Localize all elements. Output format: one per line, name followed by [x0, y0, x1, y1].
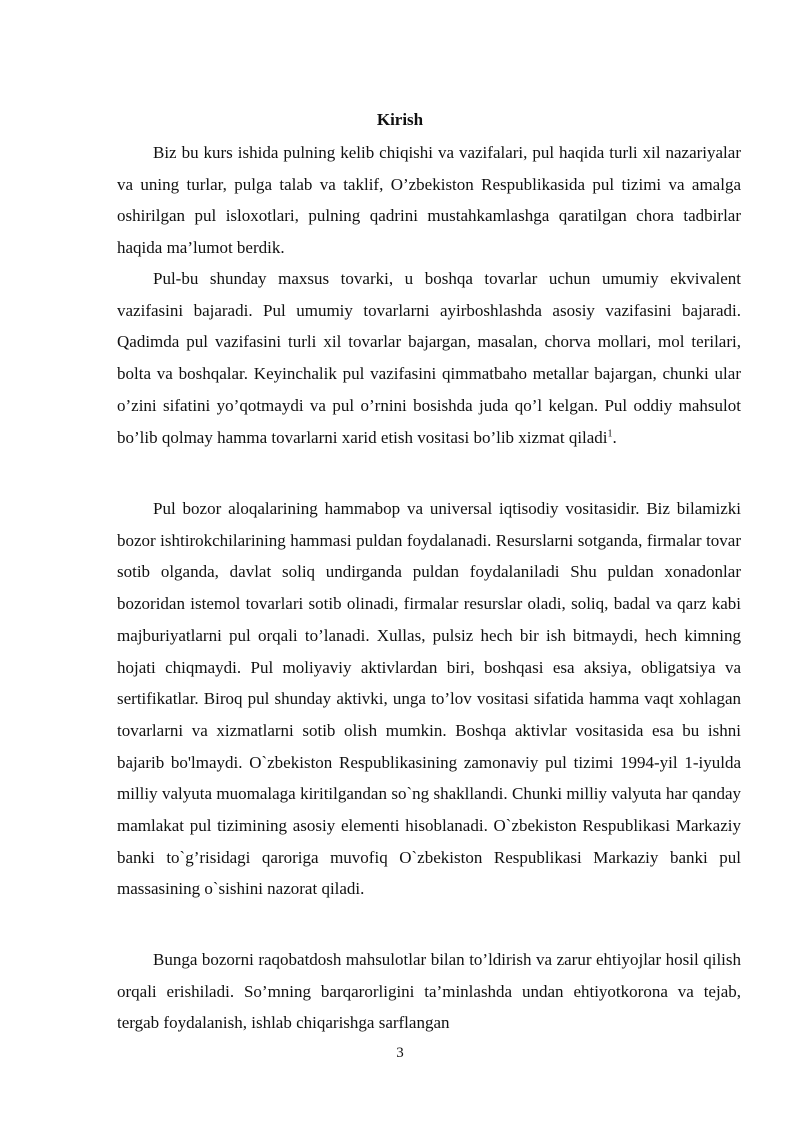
paragraph-text: Bunga bozorni raqobatdosh mahsulotlar bilan to’ldirish va zarur ehtiyojlar hosil qilish orqali erishiladi. So’mning barqarorligini ta’minlashda undan ehtiyotkorona va tejab, tergab foydalanish, ishlab chiqarishga sarflangan	[117, 950, 741, 1033]
footnote-reference[interactable]: 1	[607, 427, 613, 439]
paragraph-stability	[117, 944, 741, 1039]
paragraph-intro	[117, 137, 741, 264]
section-title: Kirish	[376, 110, 424, 129]
paragraph-tail: .	[612, 427, 617, 447]
paragraph-market-money	[117, 493, 741, 905]
paragraph-money-definition	[117, 263, 741, 453]
paragraph-text: Biz bu kurs ishida pulning kelib chiqishi va vazifalari, pul haqida turli xil nazariyalar va uning turlar, pulga talab va taklif, O’zbekiston Respublikasida pul tizimi va amalga oshirilgan pul isloxotlari, pulning qadrini mustahkamlashga qaratilgan chora tadbirlar haqida ma’lumot berdik.	[117, 143, 741, 258]
paragraph-text: Pul bozor aloqalarining hammabop va universal iqtisodiy vositasidir. Biz bilamizki bozor ishtirokchilarining hammasi puldan foydalanadi. Resurslarni sotganda, firmalar tovar sotib olganda, davlat soliq undirganda puldan foydalaniladi Shu puldan xonadonlar bozoridan istemol tovarlari sotib olinadi, firmalar resurslar oladi, soliq, badal va qarz kabi majburiyatlarni pul orqali to’lanadi. Xullas, pulsiz hech bir ish bitmaydi, hech kimning hojati chiqmaydi. Pul moliyaviy aktivlardan biri, boshqasi esa aksiya, obligatsiya va sertifikatlar. Biroq pul shunday aktivki, unga to’lov vositasi sifatida hamma vaqt xohlagan tovarlarni va xizmatlarni sotib olish mumkin. Boshqa aktivlar vositasida esa bu ishni bajarib bo'lmaydi. O`zbekiston Respublikasining zamonaviy pul tizimi 1994-yil 1-iyulda milliy valyuta muomalaga kiritilgandan so`ng shakllandi. Chunki milliy valyuta har qanday mamlakat pul tizimining asosiy elementi hisoblanadi. O`zbekiston Respublikasi Markaziy banki to`g’risidagi qaroriga muvofiq O`zbekiston Respublikasi Markaziy banki pul massasining o`sishini nazorat qiladi.	[117, 499, 741, 899]
paragraph-text: Pul-bu shunday maxsus tovarki, u boshqa tovarlar uchun umumiy ekvivalent vazifasini bajaradi. Pul umumiy tovarlarni ayirboshlashda asosiy vazifasini bajaradi. Qadimda pul vazifasini turli xil tovarlar bajargan, masalan, chorva mollari, mol terilari, bolta va boshqalar. Keyinchalik pul vazifasini qimmatbaho metallar bajargan, chunki ular o’zini sifatini yo’qotmaydi va pul o’rnini bosishda juda qo’l kelgan. Pul oddiy mahsulot bo’lib qolmay hamma tovarlarni xarid etish vositasi bo’lib xizmat qiladi	[117, 269, 741, 447]
page-number: 3	[396, 1045, 404, 1061]
